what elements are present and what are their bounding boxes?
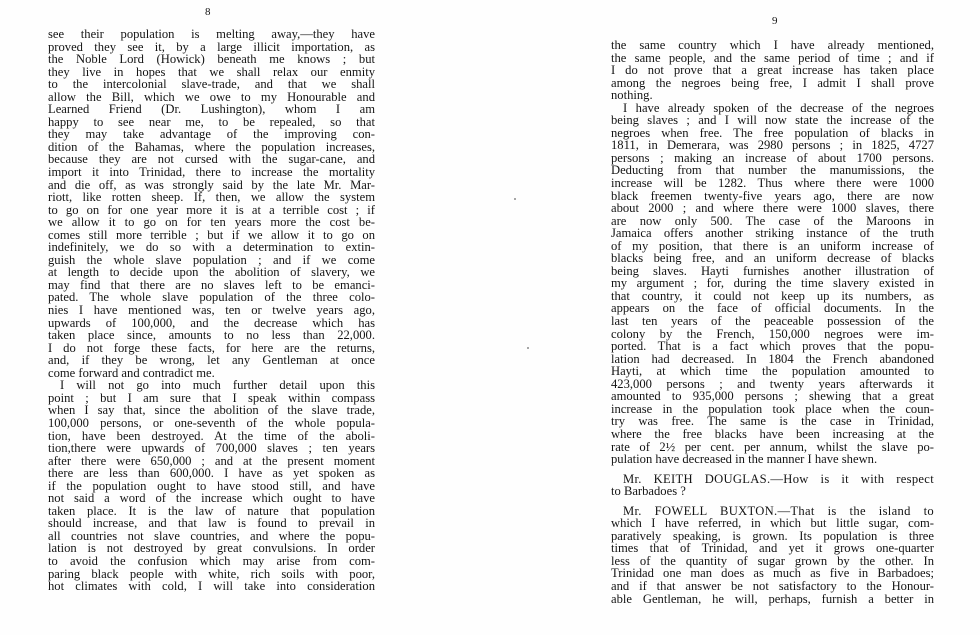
text-line: paratively speaking, is grown. Its population is three (611, 528, 934, 543)
text-line: dition of the Bahamas, where the population increases, (48, 139, 375, 154)
text-line: are now only 500. The case of the Maroons in (611, 213, 934, 228)
text-line: 100,000 persons, or one-seventh of the whole popula- (48, 415, 375, 430)
text-line: at length to decide upon the abolition of slavery, we (48, 265, 375, 280)
text-line: which I have referred, in which but little sugar, com- (611, 516, 934, 531)
text-line: Jamaica offers another striking instance of the truth (611, 226, 934, 241)
text-line: point ; but I am sure that I speak within compass (48, 390, 375, 405)
text-line: lation had decreased. In 1804 the French abandoned (611, 351, 934, 366)
text-line: less of the quantity of sugar grown by the other. In (611, 553, 934, 568)
text-line: we allow it to go on for ten years more the cost be- (48, 215, 375, 230)
text-line: times that of Trinidad, and yet it grows one-quarter (611, 541, 934, 556)
text-line: Deducting from that number the manumissions, the (611, 163, 934, 178)
text-line: nothing. (611, 88, 653, 103)
text-line: taken place since, amounts to no less than 22,000. (48, 328, 375, 343)
text-line: colony by the French, 150,000 negroes were im- (611, 326, 934, 341)
text-line: and die off, as was strongly said by the late Mr. Mar- (48, 177, 375, 192)
text-line: upwards of 100,000, and the decrease which has (48, 315, 375, 330)
text-line: proved they see it, by a large illicit importation, as (48, 39, 375, 54)
text-line: black freemen twenty-five years ago, there are now (611, 188, 934, 203)
text-line: that country, it could not keep up its numbers, as (611, 288, 934, 303)
text-line: indefinitely, we do so with a determination to extin- (48, 240, 375, 255)
text-line: Trinidad one man does as much as five in Barbadoes; (611, 566, 934, 581)
speaker-line-fowell-buxton: Mr. FOWELL BUXTON.—That is the island to (623, 503, 934, 518)
text-line: tion, have been destroyed. At the time of the aboli- (48, 428, 375, 443)
text-column (48, 28, 375, 593)
text-line: appears on the face of official documents. In the (611, 301, 934, 316)
text-line: guish the whole slave population ; and if we come (48, 252, 375, 267)
text-line: nies I have mentioned was, ten or twelve years ago, (48, 303, 375, 318)
text-line: import it into Trinidad, there to increase the mortality (48, 165, 375, 180)
text-line: my argument ; for, during the time slavery existed in (611, 276, 934, 291)
text-line: all countries not slave countries, and where the popu- (48, 528, 375, 543)
text-line: when I say that, since the abolition of the slave trade, (48, 403, 375, 418)
text-line: I have already spoken of the decrease of the negroes (623, 100, 934, 115)
text-line: and if that answer be not satisfactory to the Honour- (611, 578, 934, 593)
text-line: being slaves. Hayti furnishes another illustration of (611, 263, 934, 278)
right-page (490, 0, 980, 635)
text-line: allow the Bill, which we owe to my Honourable and (48, 89, 375, 104)
text-line: to avoid the confusion which may arise from com- (48, 553, 375, 568)
text-line: increase will be 1282. Thus where there were 1000 (611, 176, 934, 191)
text-line: come forward and contradict me. (48, 365, 215, 380)
text-line: Hayti, at which time the population amounted to (611, 364, 934, 379)
text-line: to go on for one year more it is at a terrible cost ; if (48, 202, 375, 217)
text-line: there are less than 600,000. I have as yet spoken as (48, 466, 375, 481)
text-line: rate of 2½ per cent. per annum, whilst the slave po- (611, 439, 934, 454)
text-line: able Gentleman, he will, perhaps, furnish a better in (611, 591, 934, 606)
text-line: and, if they be wrong, let any Gentleman at once (48, 353, 375, 368)
text-line: because they are not cursed with the sugar-cane, and (48, 152, 375, 167)
text-line: they may take advantage of the improving con- (48, 127, 375, 142)
text-line: ported. That is a fact which proves that the popu- (611, 339, 934, 354)
text-line: where the free blacks have been increasing at the (611, 426, 934, 441)
page-number: 8 (205, 6, 211, 18)
text-line: lation is not destroyed by great convulsions. In order (48, 541, 375, 556)
text-line: comes still more terrible ; but if we allow it to go on (48, 227, 375, 242)
text-line: blacks being free, and an uniform decrease of blacks (611, 251, 934, 266)
text-line: persons ; making an increase of about 1700 persons. (611, 150, 934, 165)
text-line: the Noble Lord (Howick) beneath me knows ; but (48, 52, 375, 67)
text-line: last ten years of the peaceable possession of the (611, 314, 934, 329)
text-line: pulation have decreased in the manner I have shewn. (611, 452, 878, 467)
text-line: of my position, that there is an uniform increase of (611, 238, 934, 253)
text-line: I will not go into much further detail upon this (60, 378, 375, 393)
text-line: increase in the population took place when the coun- (611, 401, 934, 416)
text-line: may find that there are no slaves left to be emanci- (48, 277, 375, 292)
text-line: the same country which I have already mentioned, (611, 38, 934, 52)
text-line: taken place. It is the law of nature that population (48, 503, 375, 518)
text-line: happy to see near me, to be repealed, so that (48, 114, 375, 129)
text-line: being slaves ; and I will now state the increase of the (611, 113, 934, 128)
text-line: see their population is melting away,—they have (48, 27, 375, 41)
text-line: hot climates with cold, I will take into consideration (48, 579, 375, 594)
text-line: negroes when free. The free population of blacks in (611, 125, 934, 140)
text-line: they live in hopes that we shall relax our enmity (48, 64, 375, 79)
text-line: if the population ought to have stood still, and have (48, 478, 375, 493)
speaker-line-keith-douglas: Mr. KEITH DOUGLAS.—How is it with respect (623, 471, 934, 486)
text-line: the same people, and the same period of time ; and if (611, 50, 934, 65)
text-line: Learned Friend (Dr. Lushington), whom I am (48, 102, 375, 117)
text-line: 423,000 persons ; and twenty years afterwards it (611, 376, 934, 391)
text-line: paring black people with white, rich soils with poor, (48, 566, 375, 581)
text-line: riott, like rotten sheep. If, then, we allow the system (48, 190, 375, 205)
text-column (611, 39, 934, 605)
text-line: not said a word of the increase which ought to have (48, 491, 375, 506)
text-line: about 2000 ; and where there were 1000 slaves, there (611, 201, 934, 216)
text-line: after there were 650,000 ; and at the present moment (48, 453, 375, 468)
text-line: I do not prove that a great increase has taken place (611, 63, 934, 78)
text-line: amounted to 935,000 persons ; shewing that a great (611, 389, 934, 404)
text-line: tion,there were upwards of 700,000 slaves ; ten years (48, 441, 375, 456)
text-line: try was free. The same is the case in Trinidad, (611, 414, 934, 429)
text-line: to the intercolonial slave-trade, and that we shall (48, 77, 375, 92)
page-number: 9 (772, 15, 778, 27)
text-line: pated. The whole slave population of the three colo- (48, 290, 375, 305)
text-line: among the negroes being free, I admit I shall prove (611, 75, 934, 90)
text-line: to Barbadoes ? (611, 484, 686, 499)
text-line: 1811, in Demerara, was 2980 persons ; in 1825, 4727 (611, 138, 934, 153)
text-line: should increase, and that law is found to prevail in (48, 516, 375, 531)
text-line: I do not forge these facts, for here are the returns, (48, 340, 375, 355)
